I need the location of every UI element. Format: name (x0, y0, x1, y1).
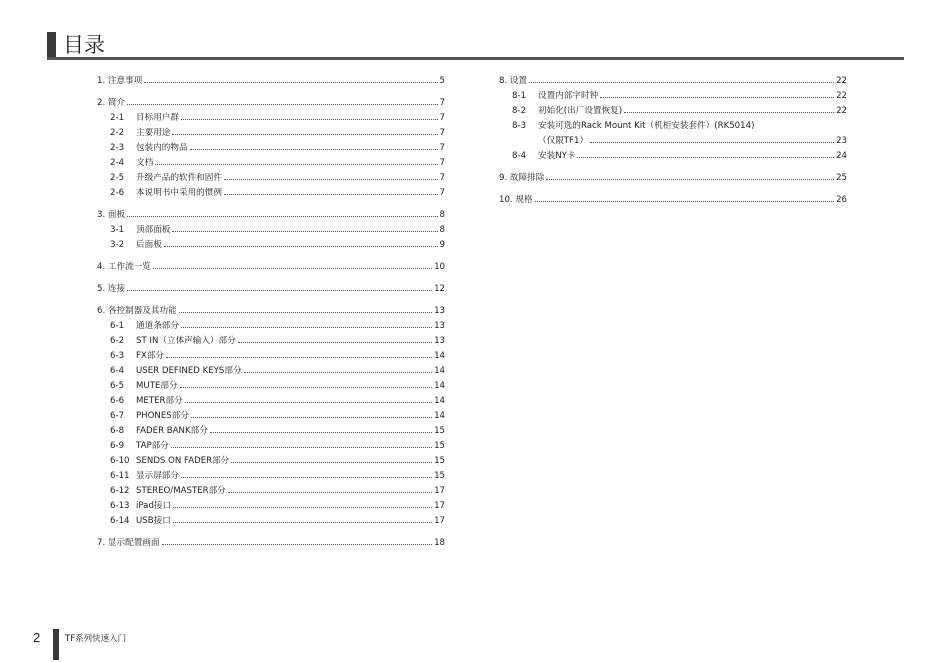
toc-page-number: 23 (836, 136, 847, 146)
footer-doc-title: TF系列快速入门 (65, 634, 127, 644)
toc-section-number: 8-3 (512, 121, 527, 131)
toc-page-number: 5 (439, 76, 445, 86)
toc-entry-label: 安装NY卡 (538, 151, 576, 161)
toc-entry-label: 4. 工作流一览 (97, 262, 151, 272)
toc-entry-label: 2. 简介 (97, 98, 126, 108)
toc-section-entry[interactable] (97, 319, 445, 334)
toc-page-number: 24 (836, 151, 847, 161)
toc-page-number: 8 (439, 210, 445, 220)
toc-page-number: 7 (439, 188, 445, 198)
toc-page-number: 10 (434, 262, 445, 272)
toc-section-number: 2-3 (110, 143, 125, 153)
toc-entry-label: 7. 显示配置画面 (97, 538, 160, 548)
toc-entry-label-continued: （仅限TF1） (538, 136, 589, 146)
dot-leader (577, 149, 834, 158)
toc-section-number: 8-1 (512, 91, 527, 101)
toc-page-number: 14 (434, 351, 445, 361)
toc-page-number: 15 (434, 441, 445, 451)
dot-leader (624, 104, 834, 113)
toc-section-number: 6-2 (110, 336, 125, 346)
toc-chapter-entry[interactable] (97, 304, 445, 319)
toc-section-entry[interactable] (97, 379, 445, 394)
toc-chapter-entry[interactable] (499, 171, 847, 186)
toc-section-number: 2-6 (110, 188, 125, 198)
dot-leader (238, 334, 432, 343)
toc-page-number: 13 (434, 321, 445, 331)
toc-page-number: 22 (836, 76, 847, 86)
dot-leader (144, 74, 437, 83)
toc-entry-label: FX部分 (136, 351, 165, 361)
toc-entry-label: 5. 连接 (97, 284, 126, 294)
dot-leader (590, 134, 834, 143)
toc-section-number: 2-2 (110, 128, 125, 138)
toc-entry-label: TAP部分 (136, 441, 169, 451)
dot-leader (228, 484, 432, 493)
toc-section-entry[interactable] (97, 364, 445, 379)
dot-leader (535, 193, 834, 202)
toc-entry-label: FADER BANK部分 (136, 426, 208, 436)
title-marker-bar (47, 32, 56, 59)
toc-entry-label: ST IN（立体声输入）部分 (136, 336, 236, 346)
dot-leader (172, 126, 437, 135)
toc-page-number: 26 (836, 195, 847, 205)
toc-entry-label: 顶部面板 (136, 225, 171, 235)
toc-section-entry[interactable] (97, 186, 445, 201)
toc-entry-label: 文档 (136, 158, 154, 168)
dot-leader (181, 469, 432, 478)
toc-page-number: 17 (434, 501, 445, 511)
dot-leader (224, 171, 438, 180)
toc-entry-label: 9. 故障排除 (499, 173, 545, 183)
toc-section-entry[interactable] (97, 409, 445, 424)
toc-entry-label: 包装内的物品 (136, 143, 188, 153)
toc-left-column (97, 74, 445, 551)
toc-page-number: 18 (434, 538, 445, 548)
dot-leader (546, 171, 834, 180)
toc-section-number: 6-7 (110, 411, 125, 421)
dot-leader (127, 96, 437, 105)
dot-leader (179, 304, 432, 313)
dot-leader (166, 349, 432, 358)
toc-page-number: 7 (439, 113, 445, 123)
toc-section-entry[interactable] (97, 141, 445, 156)
toc-section-entry[interactable] (97, 349, 445, 364)
dot-leader (529, 74, 834, 83)
footer-marker-bar (53, 629, 59, 660)
toc-chapter-entry[interactable] (97, 208, 445, 223)
toc-section-number: 6-3 (110, 351, 125, 361)
dot-leader (180, 379, 432, 388)
toc-entry-label: 主要用途 (136, 128, 171, 138)
toc-page-number: 14 (434, 366, 445, 376)
toc-section-number: 6-13 (110, 501, 130, 511)
toc-section-number: 2-1 (110, 113, 125, 123)
toc-page-number: 14 (434, 396, 445, 406)
toc-section-entry-continued[interactable] (499, 134, 847, 149)
toc-chapter-entry[interactable] (97, 536, 445, 551)
toc-section-entry[interactable] (97, 111, 445, 126)
toc-section-entry[interactable] (97, 469, 445, 484)
toc-entry-label: 3. 面板 (97, 210, 126, 220)
toc-page-number: 25 (836, 173, 847, 183)
toc-section-number: 6-5 (110, 381, 125, 391)
toc-page-number: 15 (434, 471, 445, 481)
toc-entry-label: iPad接口 (136, 501, 172, 511)
toc-page-number: 7 (439, 143, 445, 153)
toc-section-entry[interactable] (97, 334, 445, 349)
dot-leader (224, 186, 438, 195)
dot-leader (191, 409, 432, 418)
dot-leader (181, 319, 432, 328)
toc-section-entry[interactable] (97, 126, 445, 141)
toc-entry-label: 后面板 (136, 240, 162, 250)
toc-page-number: 7 (439, 98, 445, 108)
toc-section-entry[interactable] (97, 171, 445, 186)
toc-entry-label: 安装可选的Rack Mount Kit（机柜安装套件）(RK5014) (538, 121, 755, 131)
toc-section-number: 3-1 (110, 225, 125, 235)
toc-page-number: 12 (434, 284, 445, 294)
dot-leader (231, 454, 432, 463)
toc-entry-label: 1. 注意事项 (97, 76, 143, 86)
dot-leader (155, 156, 437, 165)
toc-section-entry[interactable] (97, 223, 445, 238)
toc-section-number: 6-14 (110, 516, 130, 526)
toc-page-number: 22 (836, 106, 847, 116)
toc-entry-label: 通道条部分 (136, 321, 179, 331)
page-title: 目录 (63, 33, 105, 57)
toc-section-entry[interactable] (97, 156, 445, 171)
toc-entry-label: 升级产品的软件和固件 (136, 173, 222, 183)
dot-leader (190, 141, 438, 150)
toc-section-number: 6-9 (110, 441, 125, 451)
toc-chapter-entry[interactable] (97, 96, 445, 111)
toc-entry-label: 初始化(出厂设置恢复) (538, 106, 623, 116)
toc-section-number: 8-4 (512, 151, 527, 161)
toc-page-number: 13 (434, 336, 445, 346)
toc-section-number: 6-10 (110, 456, 130, 466)
toc-chapter-entry[interactable] (499, 193, 847, 208)
toc-section-entry[interactable] (97, 394, 445, 409)
toc-chapter-entry[interactable] (97, 260, 445, 275)
toc-section-entry[interactable] (499, 89, 847, 104)
toc-section-number: 8-2 (512, 106, 527, 116)
toc-entry-label: USER DEFINED KEYS部分 (136, 366, 242, 376)
toc-chapter-entry[interactable] (97, 74, 445, 89)
toc-section-number: 2-5 (110, 173, 125, 183)
toc-page-number: 13 (434, 306, 445, 316)
toc-section-entry[interactable] (499, 119, 847, 134)
toc-section-entry[interactable] (499, 104, 847, 119)
toc-section-entry[interactable] (97, 484, 445, 499)
toc-section-number: 2-4 (110, 158, 125, 168)
toc-section-number: 6-4 (110, 366, 125, 376)
toc-entry-label: 8. 设置 (499, 76, 528, 86)
dot-leader (244, 364, 432, 373)
toc-section-number: 6-8 (110, 426, 125, 436)
toc-entry-label: 显示屏部分 (136, 471, 179, 481)
toc-page-number: 7 (439, 158, 445, 168)
toc-entry-label: 目标用户群 (136, 113, 179, 123)
toc-section-entry[interactable] (97, 499, 445, 514)
toc-chapter-entry[interactable] (97, 282, 445, 297)
toc-section-number: 6-12 (110, 486, 130, 496)
toc-entry-label: SENDS ON FADER部分 (136, 456, 230, 466)
dot-leader (153, 260, 432, 269)
dot-leader (164, 238, 438, 247)
toc-entry-label: METER部分 (136, 396, 183, 406)
toc-section-number: 6-11 (110, 471, 130, 481)
toc-page-number: 17 (434, 486, 445, 496)
dot-leader (600, 89, 834, 98)
toc-page-number: 9 (439, 240, 445, 250)
toc-page-number: 7 (439, 128, 445, 138)
toc-section-number: 6-6 (110, 396, 125, 406)
dot-leader (171, 439, 432, 448)
toc-page-number: 15 (434, 456, 445, 466)
toc-section-entry[interactable] (97, 454, 445, 469)
toc-entry-label: PHONES部分 (136, 411, 189, 421)
toc-entry-label: 6. 各控制器及其功能 (97, 306, 177, 316)
toc-entry-label: 设置内部字时钟 (538, 91, 599, 101)
toc-page-number: 7 (439, 173, 445, 183)
dot-leader (173, 514, 432, 523)
toc-entry-label: MUTE部分 (136, 381, 178, 391)
toc-page-number: 8 (439, 225, 445, 235)
toc-entry-label: 10. 规格 (499, 195, 533, 205)
toc-page-number: 14 (434, 411, 445, 421)
dot-leader (172, 223, 437, 232)
dot-leader (185, 394, 432, 403)
toc-chapter-entry[interactable] (499, 74, 847, 89)
dot-leader (210, 424, 432, 433)
title-divider (47, 57, 904, 60)
dot-leader (162, 536, 433, 545)
toc-section-entry[interactable] (97, 238, 445, 253)
toc-page-number: 17 (434, 516, 445, 526)
toc-section-entry[interactable] (499, 149, 847, 164)
toc-entry-label: STEREO/MASTER部分 (136, 486, 226, 496)
dot-leader (173, 499, 432, 508)
toc-section-entry[interactable] (97, 424, 445, 439)
dot-leader (127, 282, 432, 291)
toc-section-entry[interactable] (97, 439, 445, 454)
toc-entry-label: USB接口 (136, 516, 171, 526)
toc-right-column (499, 74, 847, 208)
dot-leader (181, 111, 438, 120)
footer-page-number: 2 (33, 630, 41, 645)
toc-page-number: 15 (434, 426, 445, 436)
toc-section-entry[interactable] (97, 514, 445, 529)
toc-section-number: 3-2 (110, 240, 125, 250)
toc-entry-label: 本说明书中采用的惯例 (136, 188, 222, 198)
toc-page-number: 14 (434, 381, 445, 391)
toc-section-number: 6-1 (110, 321, 125, 331)
dot-leader (127, 208, 437, 217)
toc-page-number: 22 (836, 91, 847, 101)
